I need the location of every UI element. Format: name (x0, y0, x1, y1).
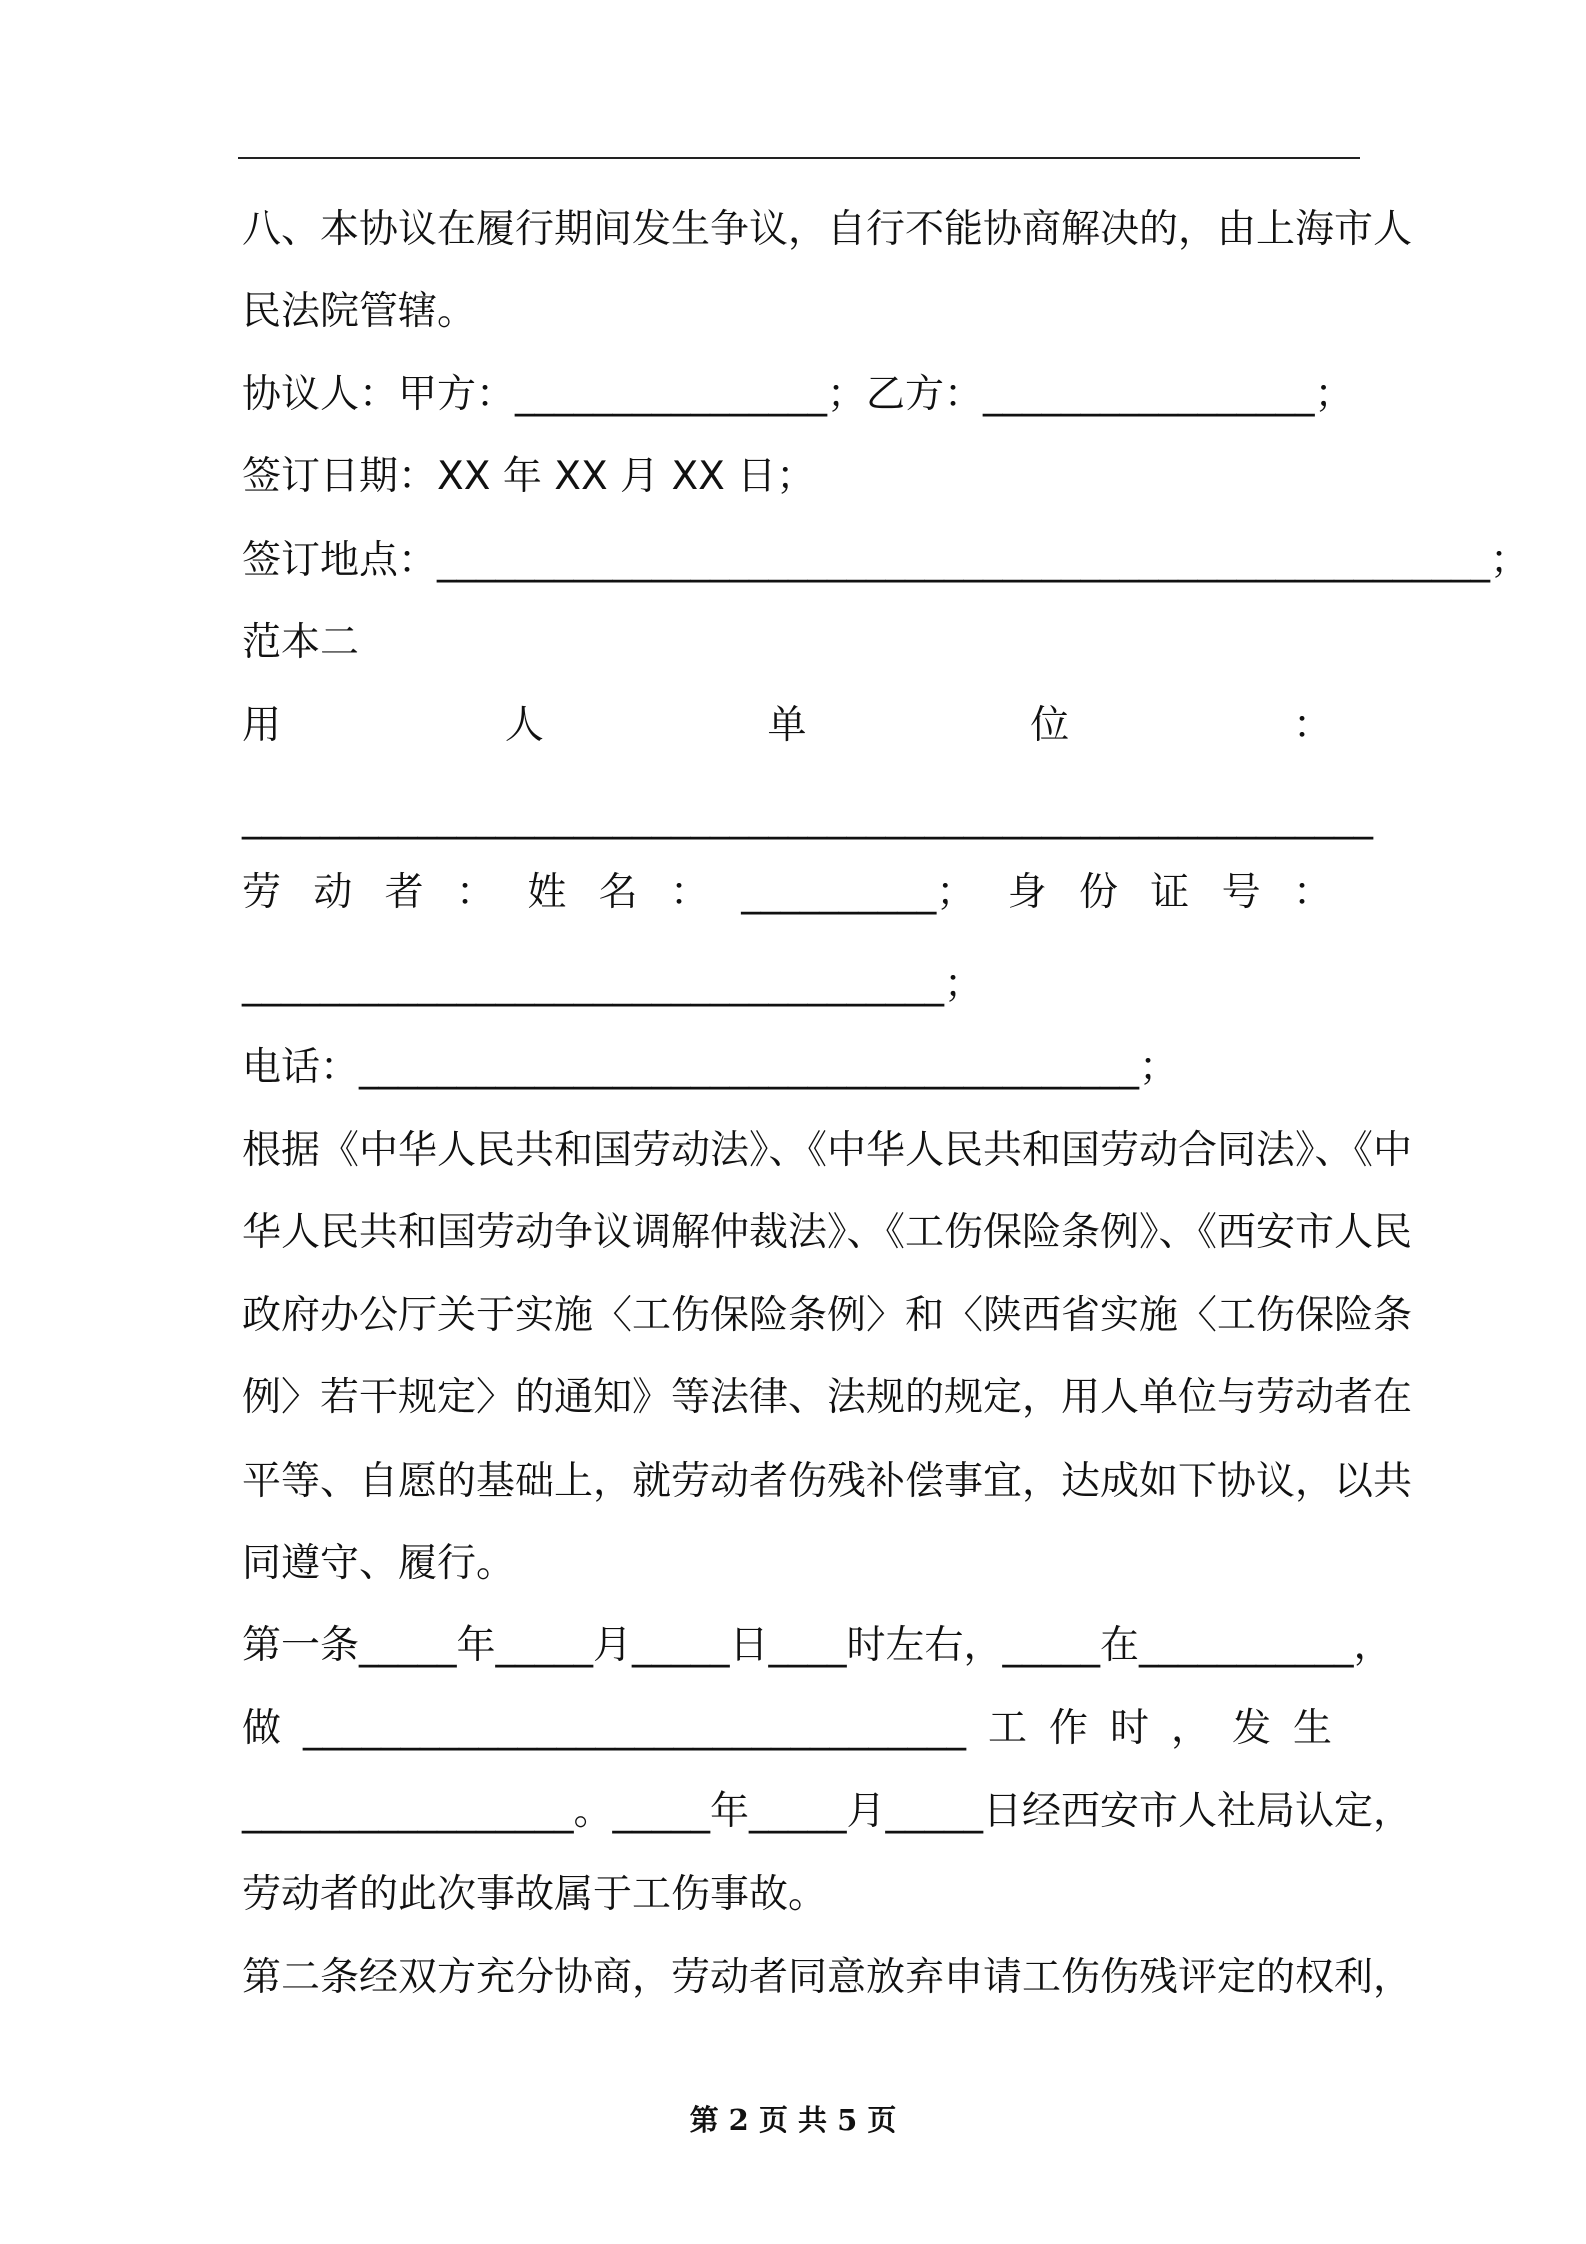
article-one-line-1: 第一条_____年_____月_____日____时左右，_____在___________， (242, 1623, 1393, 1668)
signing-date-line: 签订日期：XX 年 XX 月 XX 日； (242, 454, 816, 499)
worker-info-line (242, 868, 1332, 918)
employer-char-1: 用 (242, 703, 282, 748)
worker-char-4: ： (455, 870, 495, 915)
employer-char-2: 人 (504, 703, 544, 748)
paragraph-line-17: 同遵守、履行。 (242, 1541, 516, 1586)
a1-char-3: 工 (987, 1706, 1027, 1751)
a1-char-5: 时 (1109, 1706, 1149, 1751)
article-one-line-4: 劳动者的此次事故属于工伤事故。 (242, 1872, 828, 1917)
worker-char-11: 证 (1150, 870, 1190, 915)
employer-blank-line: __________________________________________________________ (242, 795, 1373, 840)
a1-char-7: 发 (1231, 1706, 1271, 1751)
paragraph-line-13: 华人民共和国劳动争议调解仲裁法》、《工伤保险条例》、《西安市人民 (242, 1210, 1413, 1255)
employer-char-4: 位 (1030, 703, 1070, 748)
a1-char-4: 作 (1048, 1706, 1088, 1751)
phone-line: 电话：________________________________________； (242, 1045, 1179, 1090)
id-number-blank-line: ____________________________________； (242, 962, 983, 1007)
template-two-heading: 范本二 (242, 620, 360, 665)
worker-char-12: 号 (1221, 870, 1261, 915)
signing-place-line: 签订地点：______________________________________________________； (242, 538, 1530, 583)
a1-char-6: ， (1170, 1706, 1210, 1751)
worker-name-blank: __________； (741, 870, 976, 915)
paragraph-line-12: 根据《中华人民共和国劳动法》、《中华人民共和国劳动合同法》、《中 (242, 1128, 1413, 1173)
a1-char-8: 生 (1292, 1706, 1332, 1751)
paragraph-line-2: 民法院管辖。 (242, 289, 477, 334)
paragraph-line-1: 八、本协议在履行期间发生争议，自行不能协商解决的，由上海市人 (242, 207, 1413, 252)
article-one-line-2 (242, 1704, 1332, 1754)
header-rule (238, 157, 1360, 159)
worker-char-3: 者 (384, 870, 424, 915)
worker-char-10: 份 (1078, 870, 1118, 915)
paragraph-line-16: 平等、自愿的基础上，就劳动者伤残补偿事宜，达成如下协议，以共 (242, 1459, 1413, 1504)
employer-line (242, 701, 1332, 751)
a1-work-blank: __________________________________ (303, 1706, 966, 1751)
worker-char-5: 姓 (527, 870, 567, 915)
worker-char-1: 劳 (242, 870, 282, 915)
article-one-line-3: _________________。_____年_____月_____日经西安市人社局认定， (242, 1789, 1413, 1834)
article-two-line-1: 第二条经双方充分协商，劳动者同意放弃申请工伤伤残评定的权利， (242, 1955, 1413, 2000)
page-number-footer: 第 2 页 共 5 页 (689, 2103, 897, 2137)
signatories-line: 协议人：甲方：________________；乙方：_________________； (242, 372, 1354, 417)
worker-char-7: ： (669, 870, 709, 915)
a1-char-1: 做 (242, 1706, 282, 1751)
paragraph-line-15: 例〉若干规定〉的通知》等法律、法规的规定，用人单位与劳动者在 (242, 1375, 1413, 1420)
worker-char-13: ： (1292, 870, 1332, 915)
employer-char-3: 单 (767, 703, 807, 748)
employer-char-5: ： (1292, 703, 1332, 748)
worker-char-9: 身 (1007, 870, 1047, 915)
paragraph-line-14: 政府办公厅关于实施〈工伤保险条例〉和〈陕西省实施〈工伤保险条 (242, 1293, 1413, 1338)
worker-char-2: 动 (313, 870, 353, 915)
worker-char-6: 名 (598, 870, 638, 915)
